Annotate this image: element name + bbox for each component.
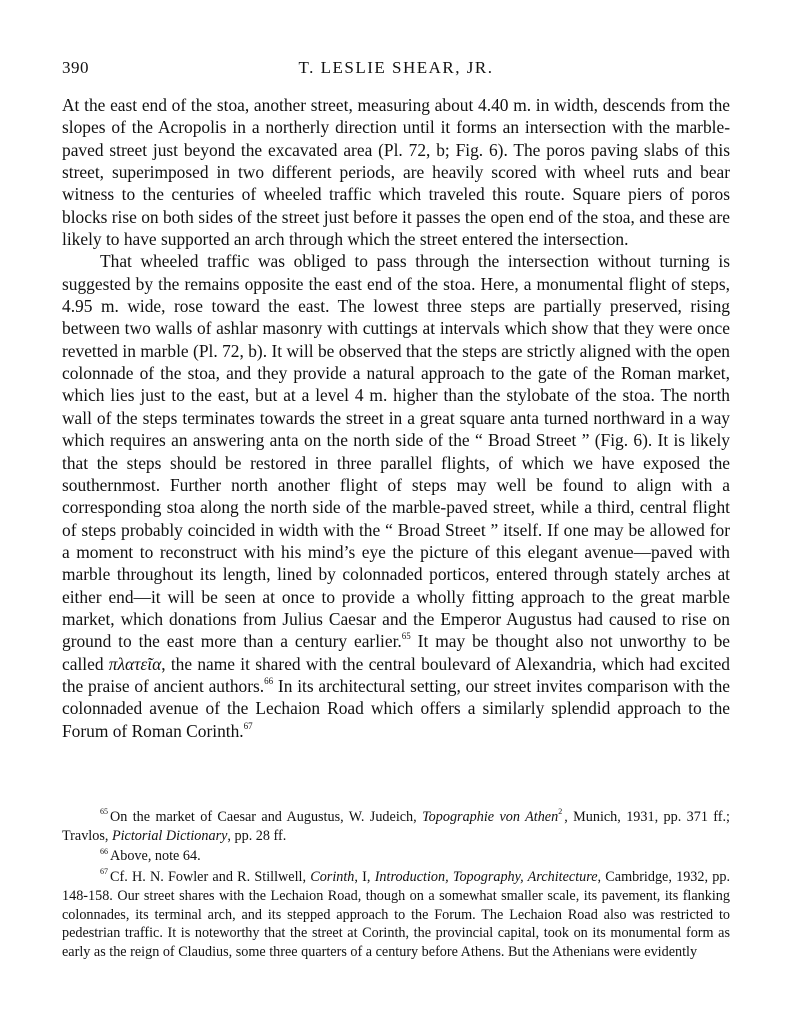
paragraph-2-part-b: It may be thought also not unworthy to be called xyxy=(62,631,730,674)
footnote-number: 67 xyxy=(100,866,108,876)
footnote-title: Topographie von Athen xyxy=(422,809,559,825)
footnote-text: , Munich, 1931, pp. 371 ff.; Travlos, xyxy=(62,809,730,844)
footnote-number: 66 xyxy=(100,846,108,856)
footnote-title: Introduction, Topography, Architecture xyxy=(374,868,598,885)
footnote-text: Above, note 64. xyxy=(110,848,201,865)
footnote-text: , I, xyxy=(354,868,375,885)
footnote-ref-65[interactable]: 65 xyxy=(401,631,411,642)
footnotes xyxy=(62,808,730,962)
footnote-title: Pictorial Dictionary xyxy=(111,827,228,844)
greek-word: πλατεῖα xyxy=(108,653,162,674)
paragraph-1: At the east end of the stoa, another street, measuring about 4.40 m. in width, descends from the slopes of the Acropolis in a northerly direction until it forms an intersection with the marble-paved street just beyond the excavated area (Pl. 72, b; Fig. 6). The poros paving slabs of this street, superimposed in two different periods, are heavily scored with wheel ruts and bear witness to the centuries of wheeled traffic which traveled this route. Square piers of poros blocks rise on both sides of the street just before it passes the open end of the stoa, and these are likely to have supported an arch through which the street entered the intersection. xyxy=(62,95,730,250)
footnote-ref-66[interactable]: 66 xyxy=(264,676,274,687)
footnote-text: , Cambridge, 1932, pp. 148-158. Our street shares with the Lechaion Road, though on a somewhat smaller scale, its pavement, its flanking colonnades, its terminal arch, and its stepped approach to the Forum. The Lechaion Road also was restricted to pedestrian traffic. It is noteworthy that the street at Corinth, the provincial capital, took on its monumental form as early as the reign of Claudius, some three quarters of a century before Athens. But the Athenians were evidently xyxy=(62,868,731,961)
body-text xyxy=(62,94,730,742)
footnote-title: Corinth xyxy=(310,868,355,885)
paragraph-2-part-a: That wheeled traffic was obliged to pass through the intersection without turning is suggested by the remains opposite the east end of the stoa. Here, a monumental flight of steps, 4.95 m. wide, rose toward the east. The lowest three steps are partially preserved, rising between two walls of ashlar masonry with cuttings at intervals which show that they were once revetted in marble (Pl. 72, b). It will be observed that the steps are strictly aligned with the open colonnade of the stoa, and they provide a natural approach to the gate of the Roman market, which lies just to the east, but at a level 4 m. higher than the stylobate of the stoa. The north wall of the steps terminates towards the street in a great square anta turned northward in a way which requires an answering anta on the north side of the “ Broad Street ” (Fig. 6). It is likely that the steps should be restored in three parallel flights, of which we have exposed the southernmost. Further north another flight of steps may well be found to align with a corresponding stoa along the north side of the marble-paved street, while a third, central flight of steps probably coincided in width with the “ Broad Street ” itself. If one may be allowed for a moment to reconstruct with his mind’s eye the picture of this elegant avenue—paved with marble throughout its length, lined by colonnaded porticos, entered through stately arches at either end—it will be seen at once to provide a wholly fitting approach to the great marble market, which donations from Julius Caesar and the Emperor Augustus had caused to rise on ground to the east more than a century earlier. xyxy=(62,251,730,652)
footnote-text: On the market of Caesar and Augustus, W. Judeich, xyxy=(110,809,423,825)
paragraph-2-part-d: In its architectural setting, our street invites comparison with the colonnaded avenue of the Lechaion Road which offers a similarly splendid approach to the Forum of Roman Corinth. xyxy=(62,675,730,741)
footnote-text: , pp. 28 ff. xyxy=(227,827,287,844)
footnote-67 xyxy=(62,868,730,963)
footnote-ref-67[interactable]: 67 xyxy=(243,720,253,731)
footnote-66 xyxy=(62,847,730,866)
footnote-text: Cf. H. N. Fowler and R. Stillwell, xyxy=(110,868,311,885)
running-head: T. LESLIE SHEAR, JR. xyxy=(298,58,494,77)
page-header xyxy=(62,58,730,84)
page-number: 390 xyxy=(62,58,89,77)
paragraph-2 xyxy=(62,250,730,742)
paragraph-2-part-c: , the name it shared with the central boulevard of Alexandria, which had excited the praise of ancient authors. xyxy=(62,653,730,696)
footnote-number: 65 xyxy=(100,807,108,817)
edition-superscript: 2 xyxy=(558,807,563,817)
footnote-65 xyxy=(62,808,730,846)
